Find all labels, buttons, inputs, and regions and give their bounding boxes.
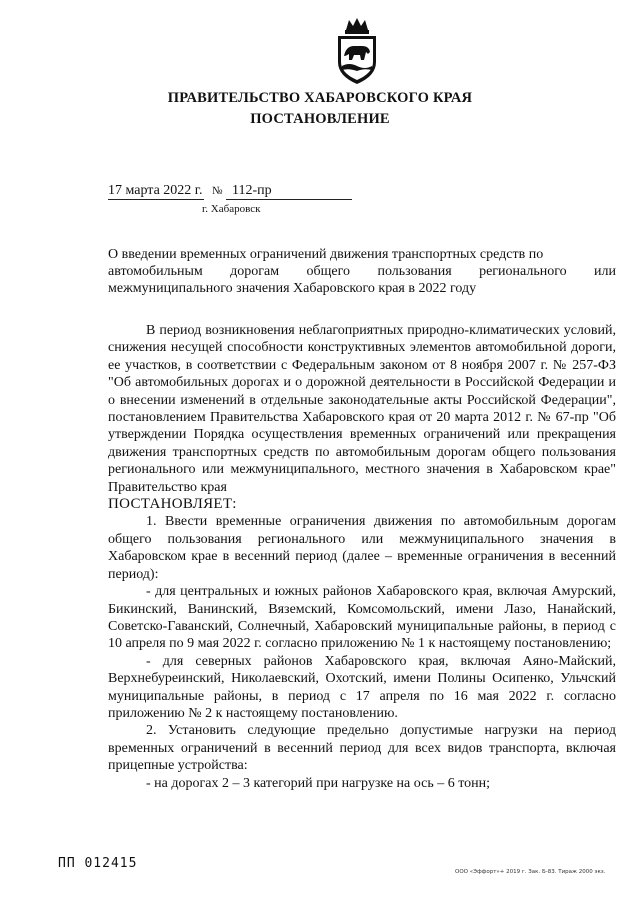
clause-2-load-limit: - на дорогах 2 – 3 категорий при нагрузке на ось – 6 тонн;	[146, 775, 491, 791]
document-date: 17 марта 2022 г.	[108, 183, 203, 198]
subject-line: автомобильным дорогам общего пользования регионального или	[108, 264, 616, 279]
coat-of-arms-emblem	[334, 16, 380, 86]
clause-1-north: - для северных районов Хабаровского края, включая Аяно-Майский, Верхнебуреинский, Николаевский, Охотский, имени Полины Осипенко, Ульчский муниципальные районы, в период с 17 апреля по 16 мая 2022 г. согласно приложению № 2 к настоящему постановлению.	[108, 653, 616, 721]
clause-1: 1. Ввести временные ограничения движения по автомобильным дорогам общего пользования регионального или межмуниципального значения в Хабаровском крае в весенний период (далее – временные ограничения в весенний период):	[108, 514, 616, 582]
document-body	[108, 322, 616, 792]
document-type: ПОСТАНОВЛЕНИЕ	[250, 111, 390, 127]
subject-line: О введении временных ограничений движения транспортных средств по	[108, 247, 544, 262]
printer-imprint: ООО «Эффорт»+ 2019 г. Зак. Б-83. Тираж 2000 экз.	[455, 869, 606, 875]
document-number: 112-пр	[226, 183, 352, 200]
number-sign: №	[211, 185, 223, 197]
subject-line: межмуниципального значения Хабаровского края в 2022 году	[108, 281, 477, 296]
form-code: ПП 012415	[58, 856, 138, 871]
clause-1-central-south: - для центральных и южных районов Хабаровского края, включая Амурский, Бикинский, Ванинский, Вяземский, Комсомольский, имени Лазо, Нанайский, Советско-Гаванский, Солнечный, Хабаровский муниципальные районы, в период с 10 апреля по 9 мая 2022 г. согласно приложению № 1 к настоящему постановлению;	[108, 584, 616, 652]
city: г. Хабаровск	[202, 203, 261, 215]
decree-word: ПОСТАНОВЛЯЕТ:	[108, 496, 237, 513]
date-number-line	[108, 183, 352, 200]
preamble-paragraph: В период возникновения неблагоприятных природно-климатических условий, снижения несущей способности конструктивных элементов автомобильной дороги, ее участков, в соответствии с Федеральным законом от 8 ноября 2007 г. № 257-ФЗ "Об автомобильных дорогах и о дорожной деятельности в Российской Федерации и о внесении изменений в отдельные законодательные акты Российской Федерации", постановлением Правительства Хабаровского края от 20 марта 2012 г. № 67-пр "Об утверждении Порядка осуществления временных ограничений или прекращения движения транспортных средств по автомобильным дорогам общего пользования регионального или межмуниципального, местного значения в Хабаровском крае" Правительство края	[108, 323, 616, 495]
clause-2: 2. Установить следующие предельно допустимые нагрузки на период временных ограничений в весенний период для всех видов транспорта, включая прицепные устройства:	[108, 723, 616, 774]
document-subject	[108, 246, 616, 297]
government-title: ПРАВИТЕЛЬСТВО ХАБАРОВСКОГО КРАЯ	[167, 90, 473, 106]
